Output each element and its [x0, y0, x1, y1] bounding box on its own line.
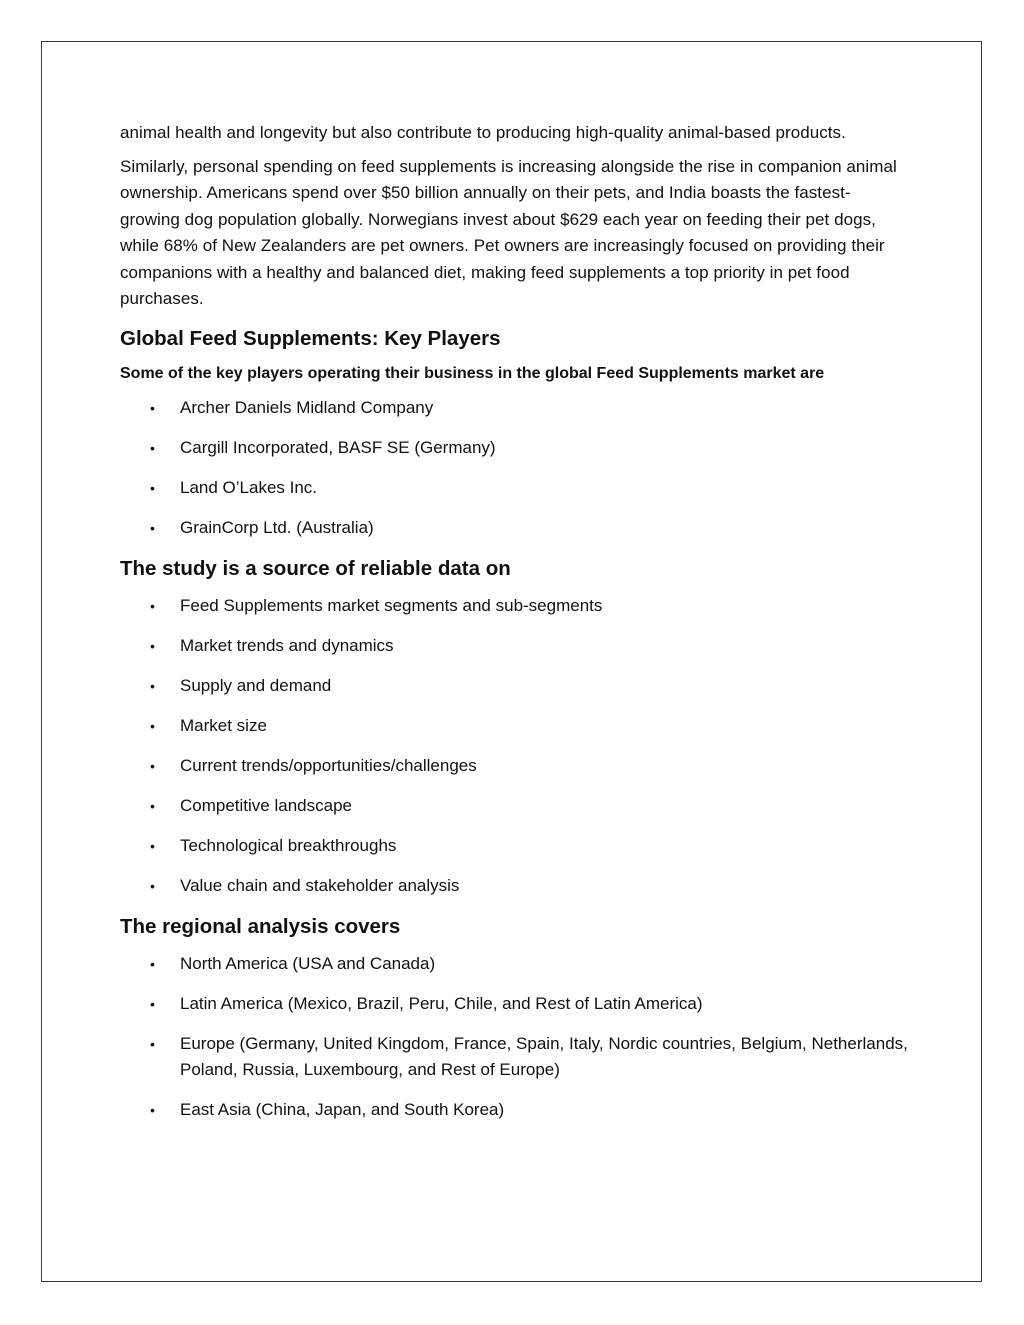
- list-item: [120, 395, 910, 422]
- list-item: [120, 873, 910, 900]
- bullet-icon: •: [150, 479, 155, 496]
- bullet-icon: •: [150, 757, 155, 774]
- bullet-icon: •: [150, 597, 155, 614]
- document-body: [120, 120, 910, 1137]
- list-item: [120, 633, 910, 660]
- list-item-text: Market size: [180, 715, 267, 735]
- bullet-icon: •: [150, 1035, 155, 1052]
- list-item-text: North America (USA and Canada): [180, 953, 436, 973]
- list-item: [120, 1031, 910, 1084]
- regional-heading: The regional analysis covers: [120, 914, 401, 938]
- bullet-icon: •: [150, 877, 155, 894]
- list-item-text: East Asia (China, Japan, and South Korea): [180, 1100, 505, 1119]
- key-players-lead: Some of the key players operating their business in the global Feed Supplements market are: [120, 364, 825, 382]
- bullet-icon: •: [150, 1102, 155, 1118]
- list-item-text: Value chain and stakeholder analysis: [180, 875, 460, 895]
- regional-list: [120, 951, 910, 1124]
- bullet-icon: •: [150, 837, 155, 854]
- bullet-icon: •: [150, 399, 155, 416]
- bullet-icon: •: [150, 797, 155, 814]
- list-item-text: Cargill Incorporated, BASF SE (Germany): [180, 437, 496, 457]
- list-item: [120, 753, 910, 780]
- list-item: [120, 515, 910, 542]
- list-item: [120, 673, 910, 700]
- bullet-icon: •: [150, 677, 155, 694]
- list-item: [120, 713, 910, 740]
- list-item: [120, 793, 910, 820]
- list-item-text: Technological breakthroughs: [180, 835, 397, 855]
- list-item-text: Current trends/opportunities/challenges: [180, 755, 477, 775]
- list-item-text: Land O’Lakes Inc.: [180, 477, 318, 497]
- list-item-text: Competitive landscape: [180, 795, 352, 815]
- list-item: [120, 475, 910, 502]
- list-item: [120, 833, 910, 860]
- list-item: [120, 593, 910, 620]
- bullet-icon: •: [150, 519, 155, 536]
- list-item-text: Market trends and dynamics: [180, 635, 394, 655]
- list-item-text: Latin America (Mexico, Brazil, Peru, Chile, and Rest of Latin America): [180, 993, 703, 1013]
- list-item-text: Supply and demand: [180, 675, 332, 695]
- bullet-icon: •: [150, 439, 155, 456]
- list-item-text: Archer Daniels Midland Company: [180, 397, 434, 417]
- bullet-icon: •: [150, 955, 155, 972]
- list-item-text: Feed Supplements market segments and sub-segments: [180, 595, 603, 615]
- bullet-icon: •: [150, 637, 155, 654]
- intro-paragraph-1: animal health and longevity but also contribute to producing high-quality animal-based products.: [120, 123, 846, 142]
- list-item: [120, 951, 910, 978]
- list-item: [120, 435, 910, 462]
- study-list: [120, 593, 910, 900]
- list-item: [120, 1097, 910, 1124]
- list-item: [120, 991, 910, 1018]
- bullet-icon: •: [150, 717, 155, 734]
- list-item-text: Europe (Germany, United Kingdom, France, Spain, Italy, Nordic countries, Belgium, Netherlands, Poland, Russia, Luxembourg, and Rest of Europe): [180, 1033, 908, 1079]
- bullet-icon: •: [150, 995, 155, 1012]
- study-heading: The study is a source of reliable data on: [120, 556, 511, 580]
- key-players-heading: Global Feed Supplements: Key Players: [120, 326, 501, 350]
- list-item-text: GrainCorp Ltd. (Australia): [180, 517, 374, 537]
- key-players-list: [120, 395, 910, 542]
- intro-paragraph-2: Similarly, personal spending on feed supplements is increasing alongside the rise in companion animal ownership. Americans spend over $50 billion annually on their pets, and India boasts the fastest-growing dog population globally. Norwegians invest about $629 each year on feeding their pet dogs, while 68% of New Zealanders are pet owners. Pet owners are increasingly focused on providing their companions with a healthy and balanced diet, making feed supplements a top priority in pet food purchases.: [120, 156, 897, 308]
